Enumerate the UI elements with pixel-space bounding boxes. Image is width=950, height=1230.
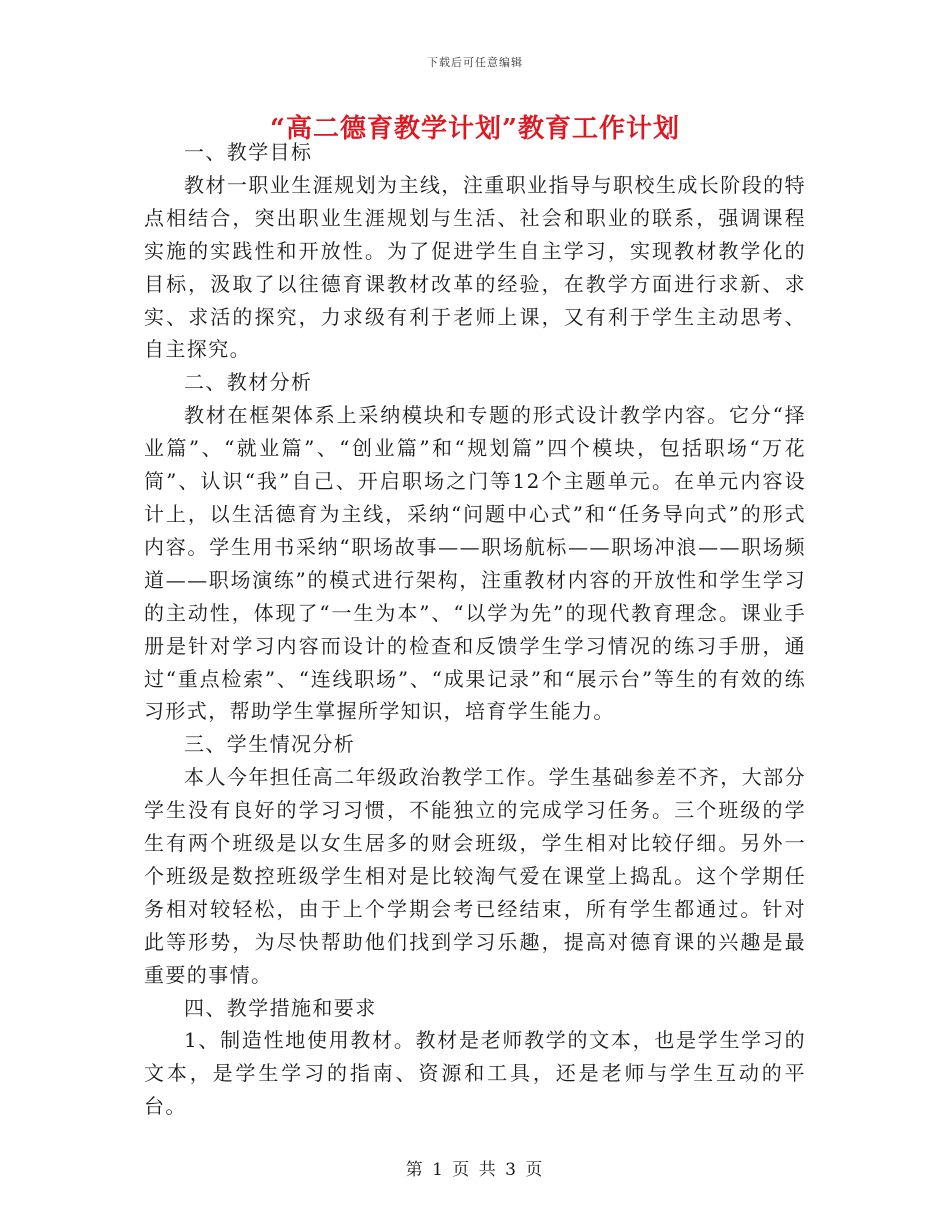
document-title: “高二德育教学计划”教育工作计划 (270, 114, 680, 144)
header-note: 下载后可任意编辑 (427, 56, 523, 69)
section-heading-materials: 二、教材分析 (184, 370, 313, 395)
section-heading-goals: 一、教学目标 (184, 140, 313, 164)
page-number-footer: 第 1 页 共 3 页 (405, 1160, 545, 1180)
paragraph-materials: 教材在框架体系上采纳模块和专题的形式设计教学内容。它分“择业篇”、“就业篇”、“创业篇”和“规划篇”四个模块，包括职场“万花筒”、认识“我”自己、开启职场之门等12个主题单元。在单元内容设计上，以生活德育为主线，采纳“问题中心式”和“任务导向式”的形式内容。学生用书采纳“职场故事——职场航标——职场冲浪——职场频道——职场演练”的模式进行架构，注重教材内容的开放性和学生学习的主动性，体现了“一生为本”、“以学为先”的现代教育理念。课业手册是针对学习内容而设计的检查和反馈学生学习情况的练习手册，通过“重点检索”、“连线职场”、“成果记录”和“展示台”等生的有效的练习形式，帮助学生掌握所学知识，培育学生能力。 (144, 403, 806, 724)
paragraph-goals: 教材一职业生涯规划为主线，注重职业指导与职校生成长阶段的特点相结合，突出职业生涯规划与生活、社会和职业的联系，强调课程实施的实践性和开放性。为了促进学生自主学习，实现教材教学化的目标，汲取了以往德育课教材改革的经验，在教学方面进行求新、求实、求活的探究，力求级有利于老师上课，又有利于学生主动思考、自主探究。 (144, 172, 806, 362)
section-heading-measures: 四、教学措施和要求 (184, 995, 377, 1020)
document-body (144, 136, 806, 1123)
paragraph-measures: 1、制造性地使用教材。教材是老师教学的文本，也是学生学习的文本，是学生学习的指南、资源和工具，还是老师与学生互动的平台。 (144, 1028, 806, 1119)
section-heading-students: 三、学生情况分析 (184, 732, 356, 757)
paragraph-students: 本人今年担任高二年级政治教学工作。学生基础参差不齐，大部分学生没有良好的学习习惯，不能独立的完成学习任务。三个班级的学生有两个班级是以女生居多的财会班级，学生相对比较仔细。另外一个班级是数控班级学生相对是比较淘气爱在课堂上捣乱。这个学期任务相对较轻松，由于上个学期会考已经结束，所有学生都通过。针对此等形势，为尽快帮助他们找到学习乐趣，提高对德育课的兴趣是最重要的事情。 (144, 765, 806, 987)
